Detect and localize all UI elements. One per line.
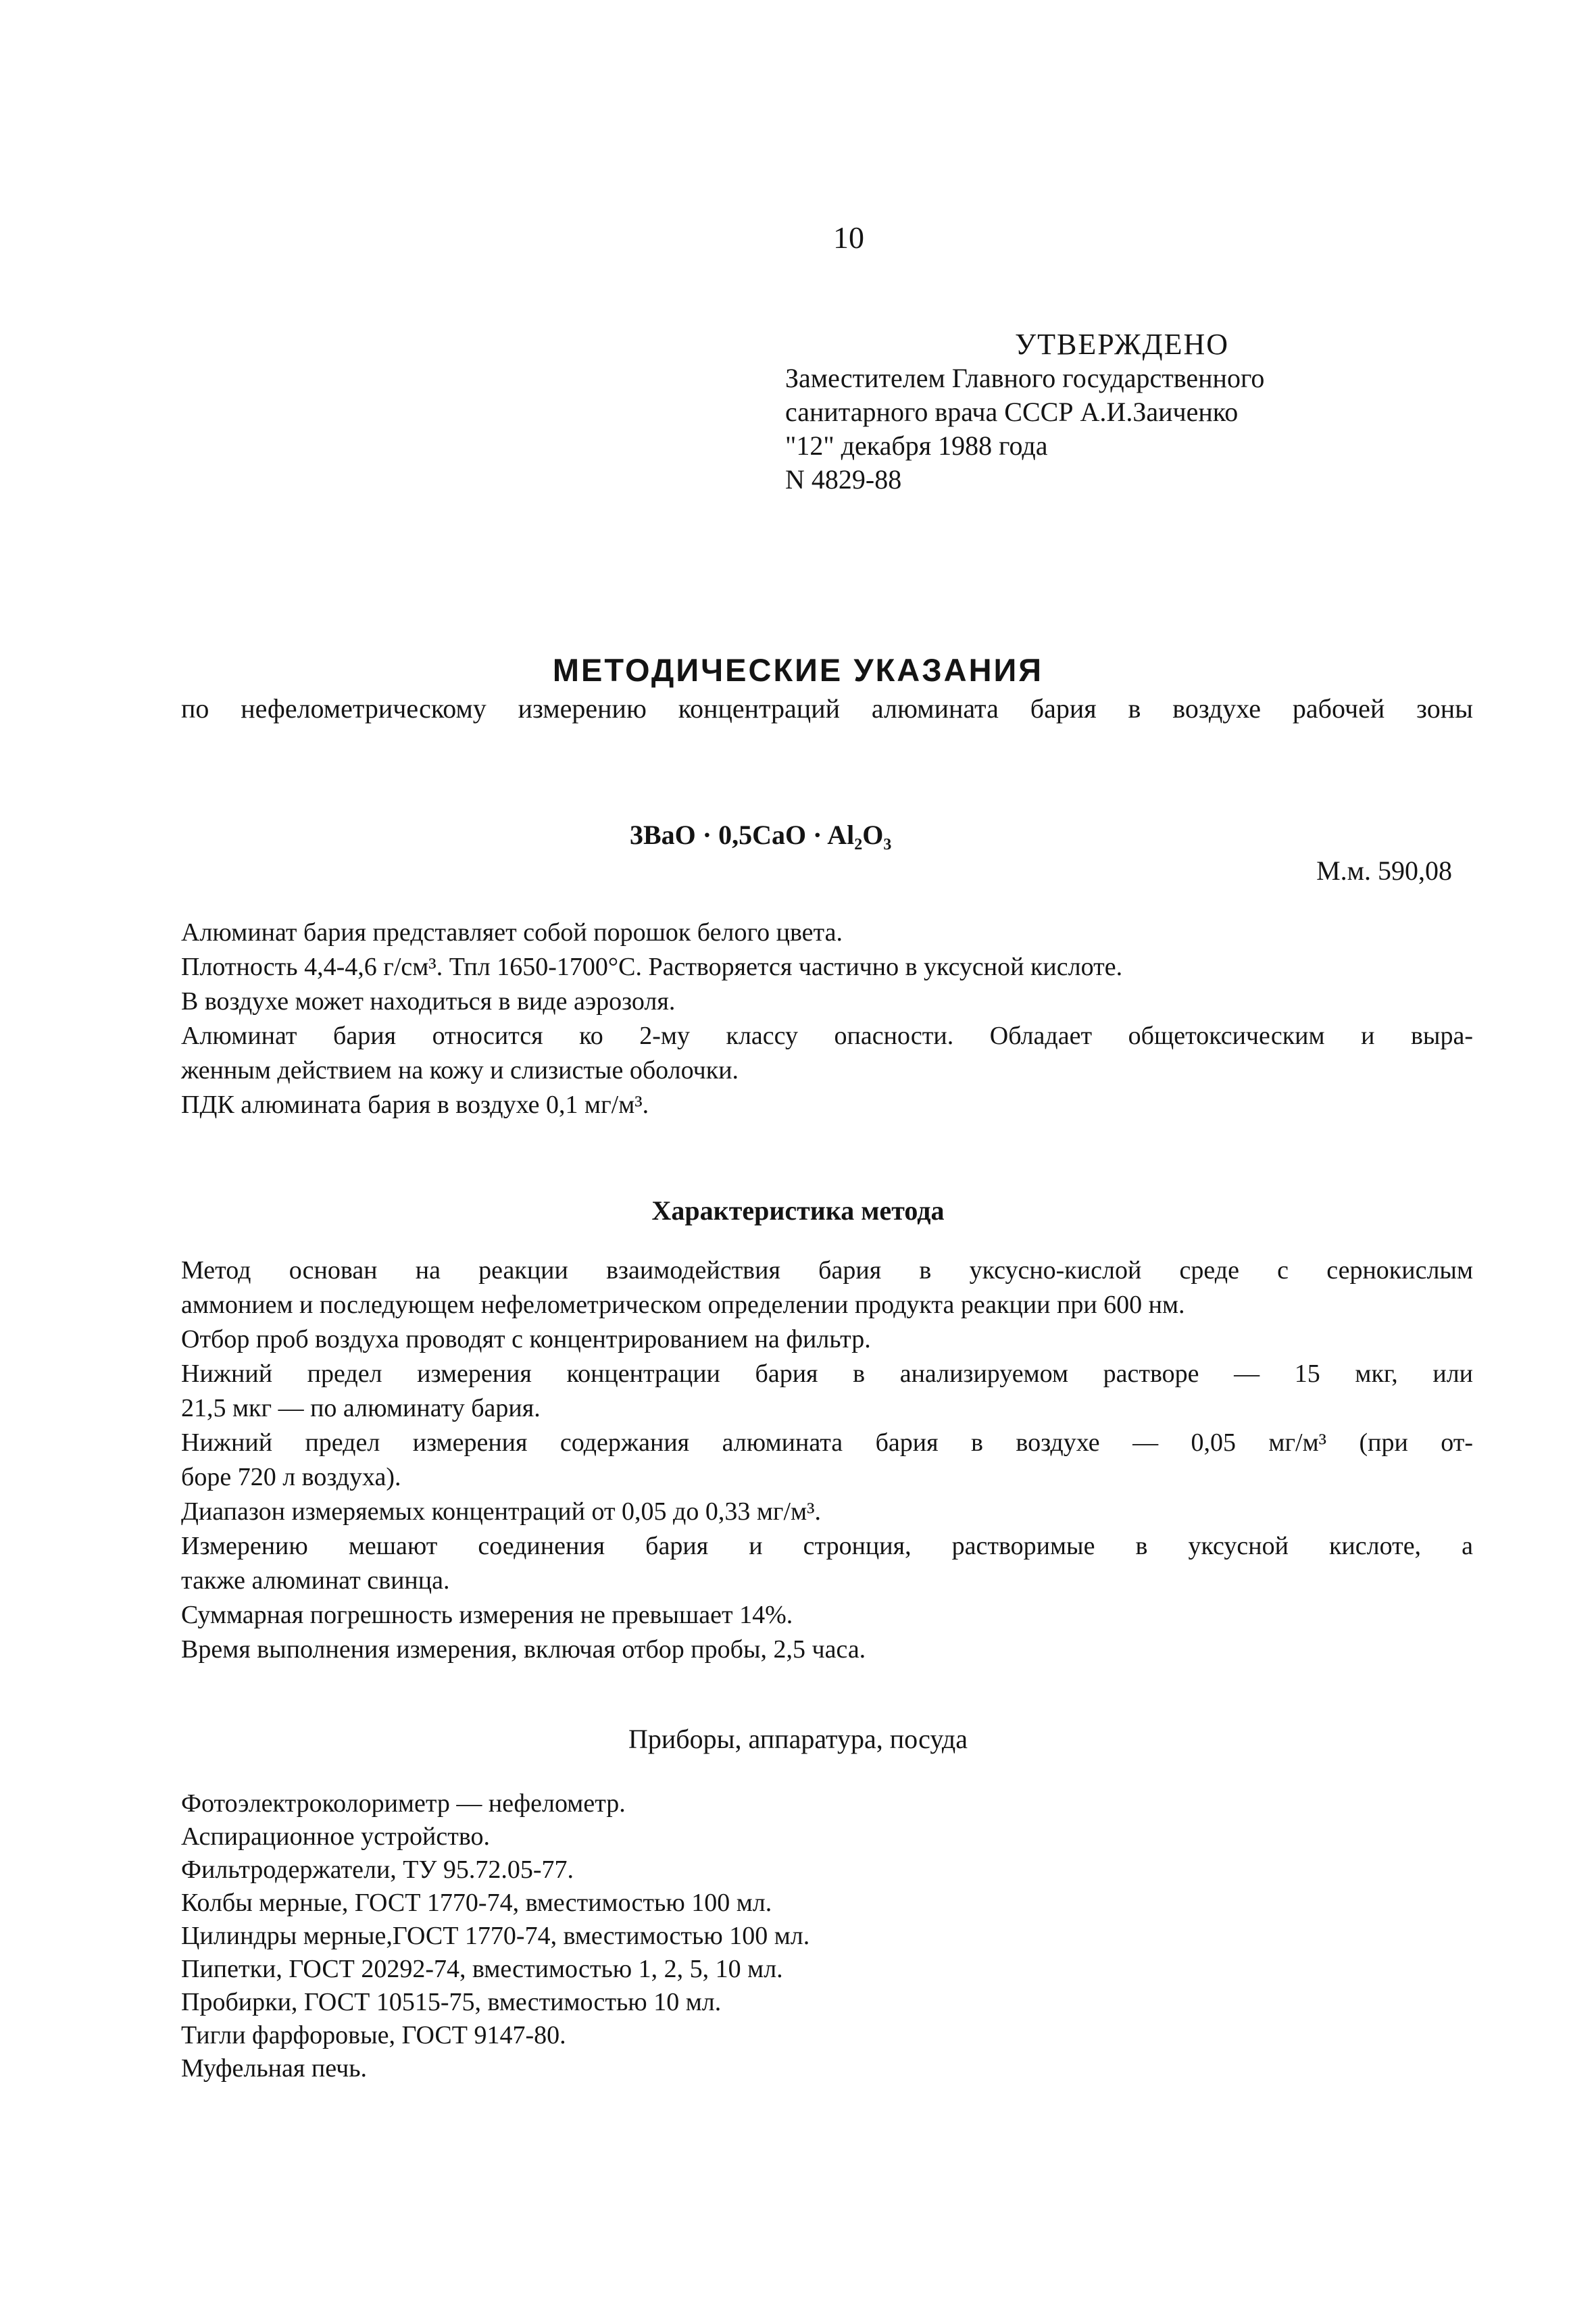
equipment-item: Цилиндры мерные,ГОСТ 1770-74, вместимостью 100 мл. [181,1922,810,1950]
approval-line: санитарного врача СССР А.И.Заиченко [785,397,1239,427]
approval-line: N 4829-88 [785,464,902,495]
method-section-title: Характеристика метода [651,1195,945,1226]
equipment-item: Аспирационное устройство. [181,1822,491,1851]
method-line: Измерению мешают соединения бария и стронция, растворимые в уксусной кислоте, а [181,1532,1473,1560]
method-line: Нижний предел измерения концентрации бария в анализируемом растворе — 15 мкг, или [181,1360,1473,1388]
intro-paragraph [181,950,1473,985]
equipment-item: Фотоэлектроколориметр — нефелометр. [181,1789,626,1818]
intro-paragraphs [181,916,1473,1122]
method-paragraph [181,1426,1473,1495]
method-line: Суммарная погрешность измерения не превышает 14%. [181,1601,793,1629]
molar-mass: М.м. 590,08 [1316,855,1452,886]
equipment-item: Колбы мерные, ГОСТ 1770-74, вместимостью 100 мл. [181,1889,772,1917]
intro-line: женным действием на кожу и слизистые оболочки. [181,1056,739,1085]
equipment-item: Пробирки, ГОСТ 10515-75, вместимостью 10 мл. [181,1988,722,2016]
method-paragraph [181,1357,1473,1426]
equipment-item: Муфельная печь. [181,2054,368,2083]
intro-line: Плотность 4,4-4,6 г/см³. Тпл 1650-1700°С. Растворяется частично в уксусной кислоте. [181,953,1123,981]
intro-paragraph [181,1088,1473,1122]
method-paragraph [181,1529,1473,1598]
method-paragraphs [181,1253,1473,1667]
method-paragraph [181,1495,1473,1529]
method-line: 21,5 мкг — по алюминату бария. [181,1394,541,1422]
equipment-section-title: Приборы, аппаратура, посуда [628,1724,968,1754]
method-line: Метод основан на реакции взаимодействия бария в уксусно-кислой среде с сернокислым [181,1256,1473,1285]
method-line: также алюминат свинца. [181,1566,450,1595]
method-paragraph [181,1322,1473,1357]
intro-line: ПДК алюмината бария в воздухе 0,1 мг/м³. [181,1091,649,1119]
equipment-list [181,1787,809,2085]
intro-line: Алюминат бария представляет собой порошок белого цвета. [181,918,843,947]
approval-line: Заместителем Главного государственного [785,363,1265,393]
intro-line: В воздухе может находиться в виде аэрозоля. [181,987,676,1016]
method-paragraph [181,1633,1473,1667]
intro-paragraph [181,985,1473,1019]
approval-line: "12" декабря 1988 года [785,430,1048,461]
method-line: аммонием и последующем нефелометрическом определении продукта реакции при 600 нм. [181,1291,1185,1319]
method-paragraph [181,1598,1473,1633]
intro-paragraph [181,916,1473,950]
method-line: Время выполнения измерения, включая отбор пробы, 2,5 часа. [181,1635,866,1664]
method-paragraph [181,1253,1473,1322]
equipment-item: Пипетки, ГОСТ 20292-74, вместимостью 1, 2, 5, 10 мл. [181,1955,783,1983]
intro-line: Алюминат бария относится ко 2-му классу опасности. Обладает общетоксическим и выра- [181,1022,1473,1050]
document-subtitle: по нефелометрическому измерению концентраций алюмината бария в воздухе рабочей зоны [181,693,1473,724]
page-number: 10 [833,220,864,255]
method-line: боре 720 л воздуха). [181,1463,401,1491]
method-line: Нижний предел измерения содержания алюмината бария в воздухе — 0,05 мг/м³ (при от- [181,1428,1473,1457]
approval-block [785,328,1264,497]
document-title: МЕТОДИЧЕСКИЕ УКАЗАНИЯ [552,652,1044,688]
intro-paragraph [181,1019,1473,1088]
chemical-formula: 3BaO · 0,5CaO · Al₂O₃ [630,820,892,850]
method-line: Отбор проб воздуха проводят с концентрированием на фильтр. [181,1325,871,1353]
equipment-item: Фильтродержатели, ТУ 95.72.05-77. [181,1856,574,1884]
method-line: Диапазон измеряемых концентраций от 0,05 до 0,33 мг/м³. [181,1497,822,1526]
approval-heading: УТВЕРЖДЕНО [1015,328,1230,361]
equipment-item: Тигли фарфоровые, ГОСТ 9147-80. [181,2021,566,2049]
